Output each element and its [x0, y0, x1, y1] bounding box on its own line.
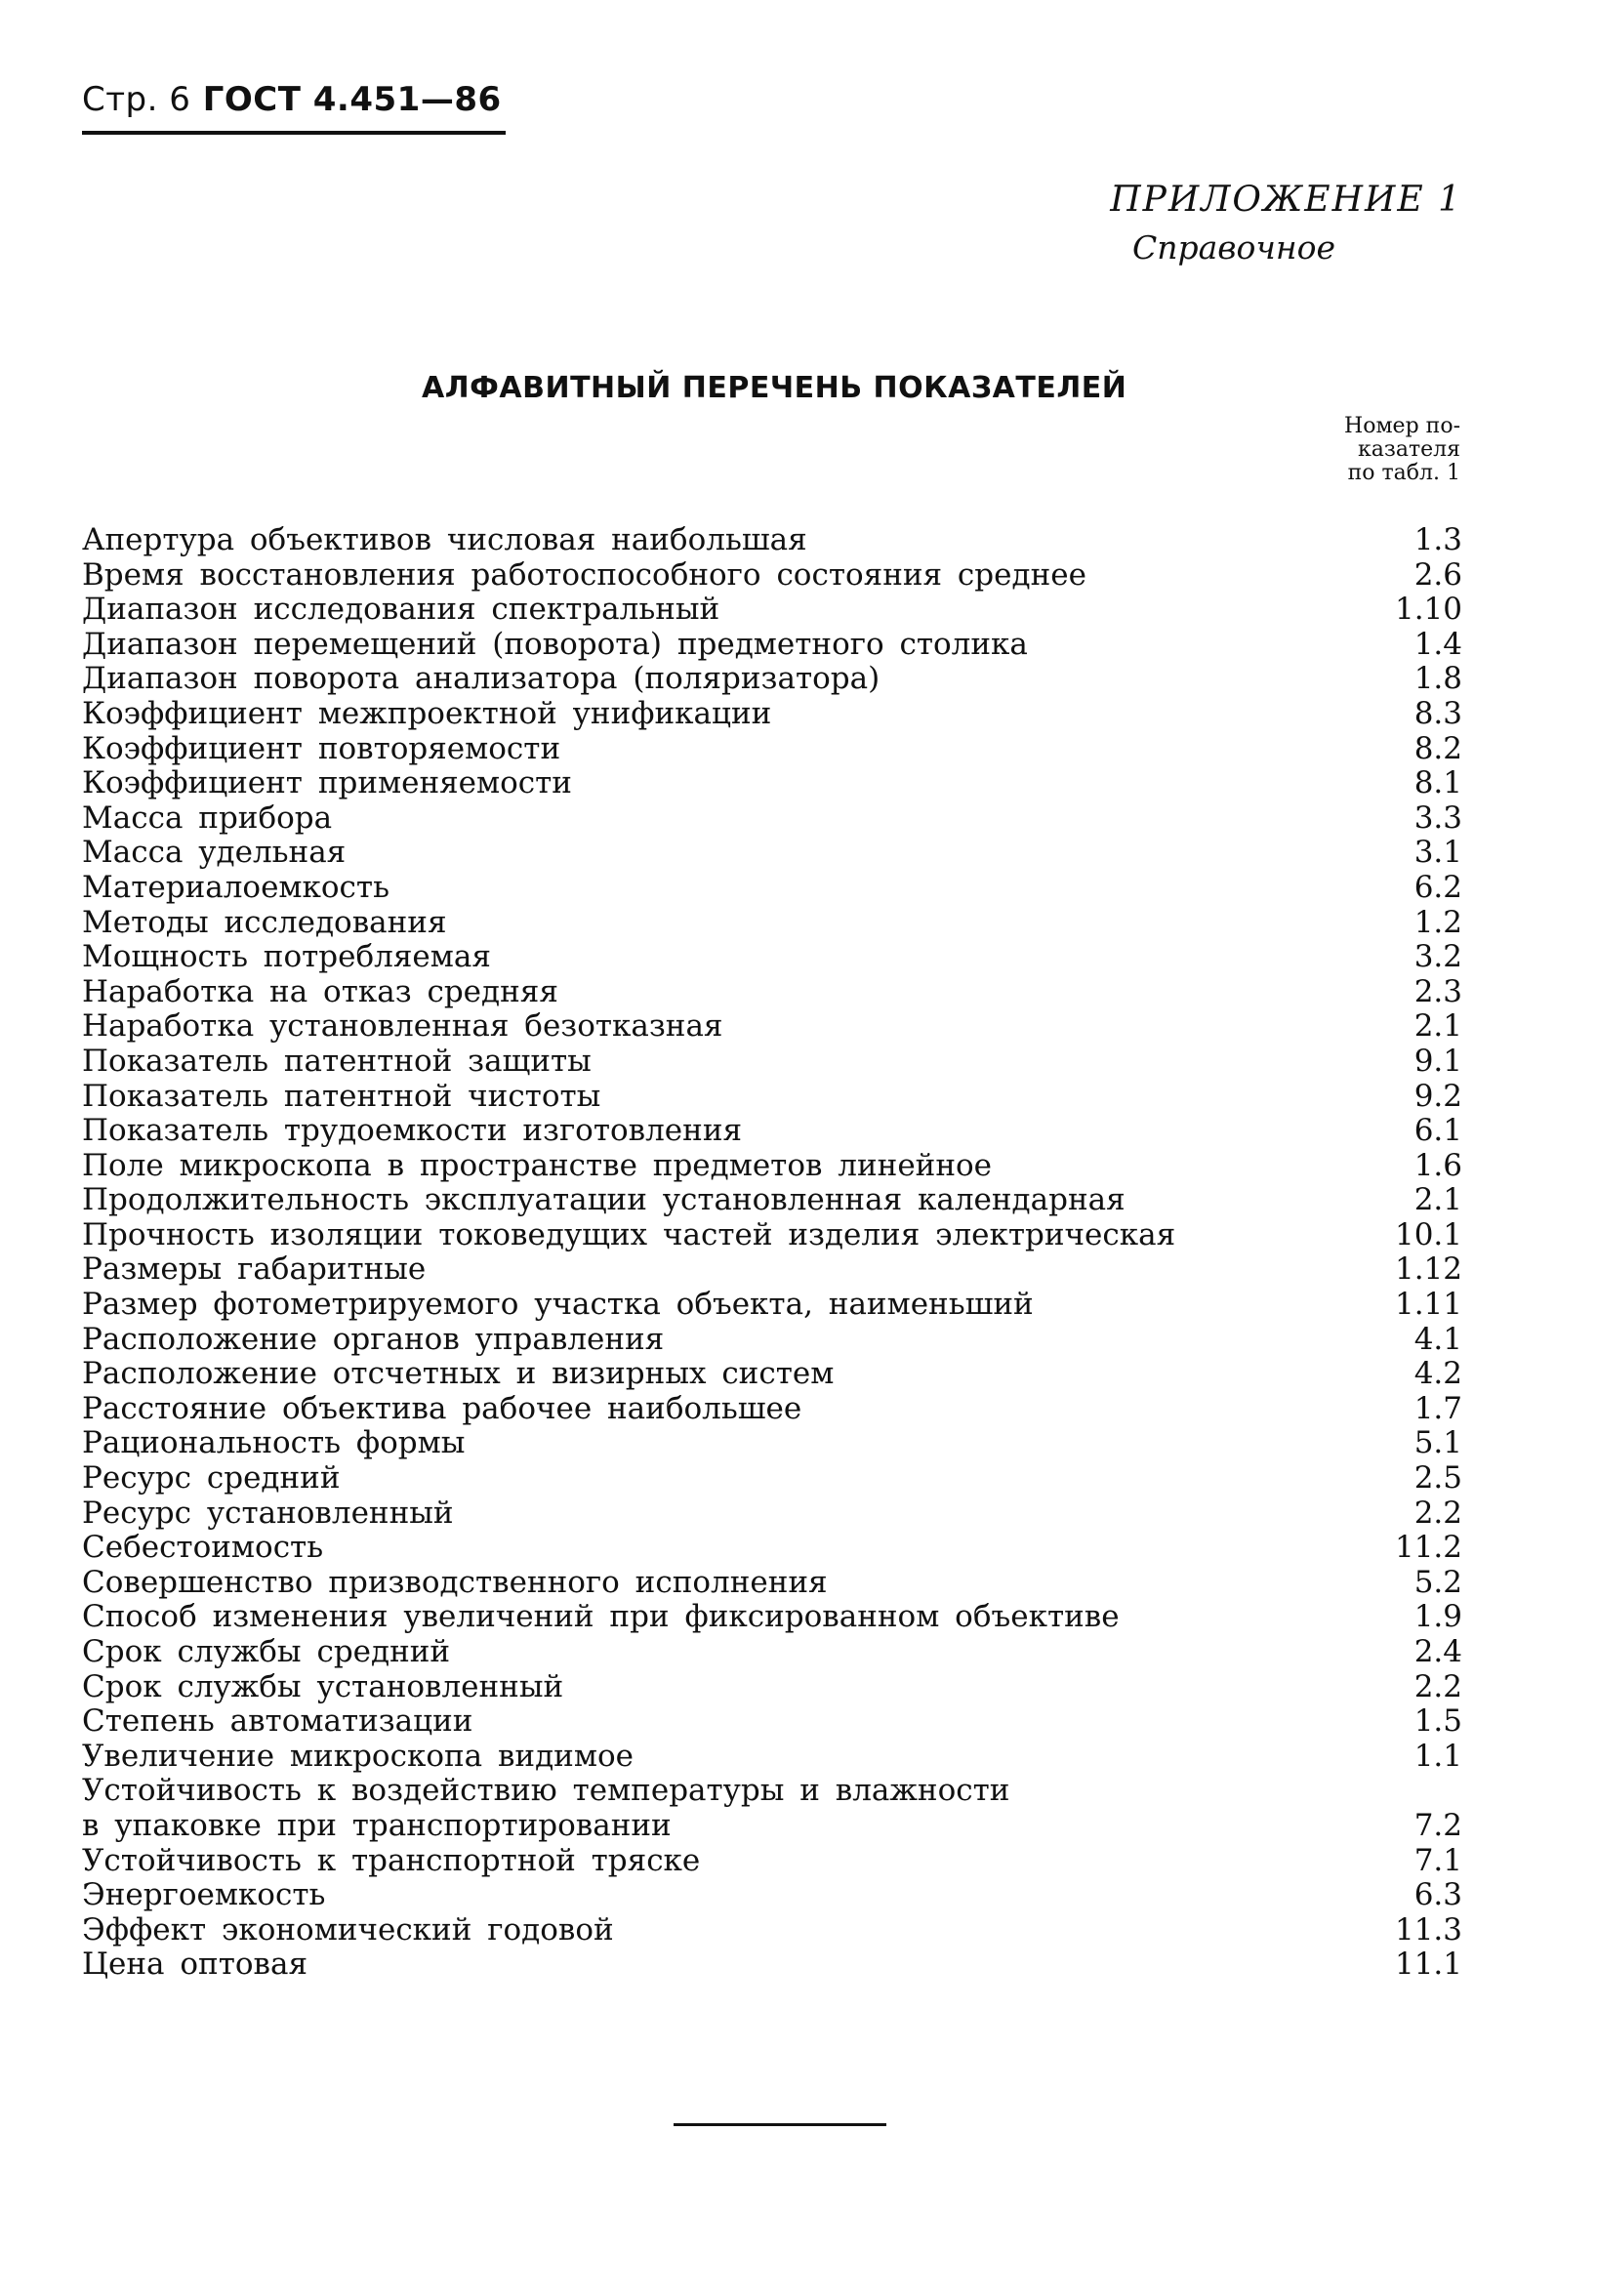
index-number: 1.3	[1413, 522, 1462, 557]
index-label: Мощность потребляемая	[82, 939, 491, 975]
standard-number: ГОСТ 4.451—86	[202, 80, 502, 119]
index-row	[82, 628, 1462, 663]
index-label: Эффект экономический годовой	[82, 1911, 614, 1948]
index-label: Масса удельная	[82, 835, 347, 871]
index-number: 8.1	[1413, 765, 1462, 801]
column-header	[1304, 415, 1460, 485]
index-number: 1.5	[1413, 1703, 1462, 1740]
index-number: 3.2	[1413, 939, 1462, 975]
index-row	[82, 1080, 1462, 1115]
index-row	[82, 1183, 1462, 1218]
index-label: Время восстановления работоспособного состояния среднее	[82, 556, 1086, 593]
index-label: Энергоемкость	[82, 1877, 326, 1913]
page-header	[82, 80, 502, 119]
index-number: 1.8	[1413, 661, 1462, 697]
index-row	[82, 766, 1462, 801]
index-label: Себестоимость	[82, 1530, 324, 1566]
index-number: 6.2	[1413, 869, 1462, 905]
index-row	[82, 1323, 1462, 1358]
index-label-line: Устойчивость к воздействию температуры и влажности	[82, 1773, 1010, 1809]
index-row	[82, 1531, 1462, 1566]
index-number: 2.2	[1413, 1668, 1462, 1704]
index-number: 8.2	[1413, 730, 1462, 766]
index-label: Совершенство призводственного исполнения	[82, 1564, 828, 1600]
index-row	[82, 1913, 1462, 1948]
index-label: Размеры габаритные	[82, 1251, 427, 1288]
index-list	[82, 523, 1462, 1983]
appendix-subtitle: Справочное	[1131, 228, 1335, 266]
index-row	[82, 732, 1462, 767]
index-label: Апертура объективов числовая наибольшая	[82, 522, 807, 557]
index-number: 6.3	[1413, 1877, 1462, 1913]
index-row	[82, 1496, 1462, 1532]
index-row	[82, 871, 1462, 906]
index-row	[82, 940, 1462, 975]
index-label: Показатель патентной чистоты	[82, 1078, 601, 1114]
index-label: Рациональность формы	[82, 1425, 466, 1461]
index-label: Материалоемкость	[82, 869, 389, 905]
index-label: Диапазон перемещений (поворота) предметного столика	[82, 626, 1028, 662]
index-label: Поле микроскопа в пространстве предметов линейное	[82, 1147, 992, 1183]
index-number: 5.1	[1413, 1425, 1462, 1461]
column-header-line: казателя	[1357, 437, 1460, 462]
index-label: Срок службы средний	[82, 1634, 451, 1669]
index-label: Расстояние объектива рабочее наибольшее	[82, 1390, 802, 1426]
index-label: Коэффициент межпроектной унификации	[82, 695, 772, 731]
index-row	[82, 697, 1462, 732]
index-number: 7.2	[1413, 1807, 1462, 1843]
index-label: Показатель трудоемкости изготовления	[82, 1113, 743, 1149]
index-row	[82, 975, 1462, 1010]
index-row	[82, 1045, 1462, 1080]
index-number: 3.3	[1413, 800, 1462, 836]
list-title: АЛФАВИТНЫЙ ПЕРЕЧЕНЬ ПОКАЗАТЕЛЕЙ	[422, 371, 1127, 405]
index-row	[82, 1218, 1462, 1253]
page-number: Стр. 6	[82, 80, 191, 119]
index-number: 1.10	[1394, 592, 1462, 628]
index-number: 10.1	[1394, 1216, 1462, 1252]
index-number: 7.1	[1413, 1842, 1462, 1878]
index-number: 11.1	[1394, 1947, 1462, 1983]
index-row	[82, 1774, 1462, 1843]
index-row	[82, 1252, 1462, 1288]
footer-rule	[674, 2123, 886, 2126]
index-label: Прочность изоляции токоведущих частей изделия электрическая	[82, 1216, 1176, 1252]
index-number: 4.1	[1413, 1321, 1462, 1357]
index-label: Ресурс средний	[82, 1460, 341, 1496]
index-number: 2.3	[1413, 973, 1462, 1009]
index-label: Коэффициент повторяемости	[82, 730, 561, 766]
index-label: Наработка на отказ средняя	[82, 973, 558, 1009]
index-label: Наработка установленная безотказная	[82, 1008, 723, 1045]
index-label: Устойчивость к транспортной тряске	[82, 1842, 701, 1878]
index-label: Продолжительность эксплуатации установленная календарная	[82, 1182, 1126, 1218]
index-number: 11.3	[1394, 1911, 1462, 1948]
column-header-line: Номер по-	[1344, 414, 1460, 438]
index-row	[82, 1600, 1462, 1635]
index-number: 1.1	[1413, 1738, 1462, 1774]
index-row	[82, 1670, 1462, 1705]
index-label: Методы исследования	[82, 904, 447, 940]
index-row	[82, 1114, 1462, 1149]
appendix-title: ПРИЛОЖЕНИЕ 1	[1110, 180, 1462, 220]
index-row	[82, 1461, 1462, 1496]
index-row	[82, 558, 1462, 594]
index-number: 2.6	[1413, 556, 1462, 593]
index-number: 1.11	[1394, 1287, 1462, 1323]
index-number: 9.1	[1413, 1043, 1462, 1079]
index-label: Коэффициент применяемости	[82, 765, 572, 801]
index-number: 5.2	[1413, 1564, 1462, 1600]
index-number: 4.2	[1413, 1356, 1462, 1392]
index-label: Расположение органов управления	[82, 1321, 665, 1357]
index-label: Расположение отсчетных и визирных систем	[82, 1356, 835, 1392]
index-row	[82, 1426, 1462, 1461]
index-number: 2.2	[1413, 1495, 1462, 1531]
index-row	[82, 1566, 1462, 1601]
index-number: 1.12	[1394, 1251, 1462, 1288]
index-number: 2.5	[1413, 1460, 1462, 1496]
index-number: 1.6	[1413, 1147, 1462, 1183]
index-number: 2.1	[1413, 1008, 1462, 1045]
index-row	[82, 906, 1462, 941]
index-label: Срок службы установленный	[82, 1668, 564, 1704]
index-number: 2.4	[1413, 1634, 1462, 1669]
index-row	[82, 1149, 1462, 1184]
index-row	[82, 801, 1462, 837]
index-label	[82, 1774, 1009, 1843]
index-label: Показатель патентной защиты	[82, 1043, 592, 1079]
index-label: Ресурс установленный	[82, 1495, 454, 1531]
index-label-line: в упаковке при транспортировании	[82, 1807, 672, 1843]
index-row	[82, 1009, 1462, 1045]
index-row	[82, 1357, 1462, 1392]
index-label: Масса прибора	[82, 800, 333, 836]
index-number: 3.1	[1413, 835, 1462, 871]
index-row	[82, 1948, 1462, 1983]
index-row	[82, 1704, 1462, 1740]
header-rule	[82, 131, 506, 135]
index-label: Размер фотометрируемого участка объекта, наименьший	[82, 1287, 1034, 1323]
index-row	[82, 1288, 1462, 1323]
index-row	[82, 1844, 1462, 1879]
index-number: 6.1	[1413, 1113, 1462, 1149]
index-row	[82, 1878, 1462, 1913]
index-row	[82, 836, 1462, 871]
index-row	[82, 523, 1462, 558]
index-number: 1.7	[1413, 1390, 1462, 1426]
index-number: 1.9	[1413, 1599, 1462, 1635]
index-label: Цена оптовая	[82, 1947, 308, 1983]
index-label: Диапазон исследования спектральный	[82, 592, 720, 628]
index-label: Диапазон поворота анализатора (поляризатора)	[82, 661, 880, 697]
index-label: Увеличение микроскопа видимое	[82, 1738, 634, 1774]
index-number: 1.4	[1413, 626, 1462, 662]
index-row	[82, 1635, 1462, 1670]
index-row	[82, 1392, 1462, 1427]
index-row	[82, 662, 1462, 697]
index-label: Степень автоматизации	[82, 1703, 473, 1740]
index-number: 11.2	[1394, 1530, 1462, 1566]
index-label: Способ изменения увеличений при фиксированном объективе	[82, 1599, 1120, 1635]
index-number: 8.3	[1413, 695, 1462, 731]
index-row	[82, 1740, 1462, 1775]
index-number: 2.1	[1413, 1182, 1462, 1218]
column-header-line: по табл. 1	[1347, 461, 1460, 485]
index-number: 9.2	[1413, 1078, 1462, 1114]
index-number: 1.2	[1413, 904, 1462, 940]
index-row	[82, 593, 1462, 628]
